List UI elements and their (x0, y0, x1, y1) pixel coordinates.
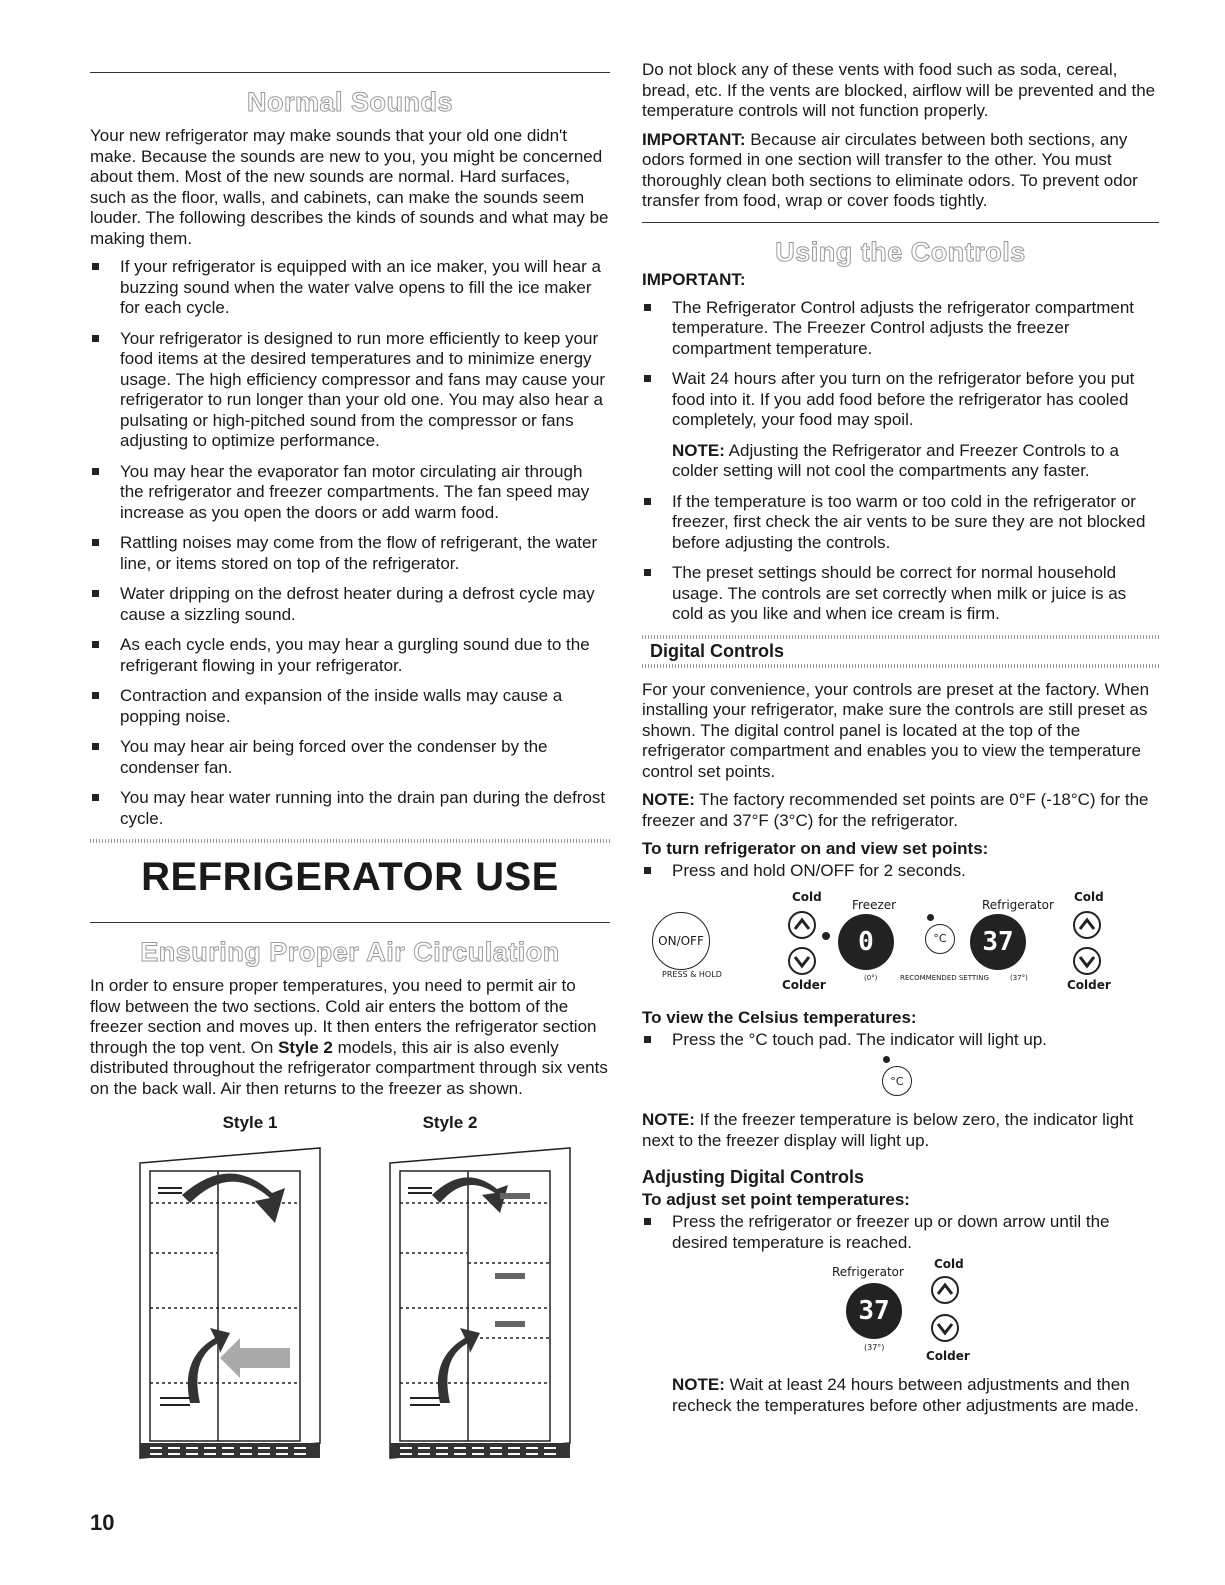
airflow-diagrams (90, 1143, 610, 1463)
air-circulation-paragraph: In order to ensure proper temperatures, you need to permit air to flow between the two sections. Cold air enters the bottom of the freezer section and moves up. It then enters the refrigerator section through the top vent. On Style 2 models, this air is also evenly distributed throughout the refrigerator compartment through six vents on the back wall. Air then returns to the freezer as shown. (90, 976, 608, 1098)
turn-on-heading: To turn refrigerator on and view set points: (642, 839, 989, 858)
digital-controls-heading: Digital Controls (650, 640, 784, 661)
list-item: The preset settings should be correct for normal household usage. The controls are set correctly when milk or juice is as cold as you like and when ice cream is firm. (642, 563, 1159, 625)
top-rule-left (90, 72, 610, 73)
adjusting-heading: Adjusting Digital Controls (642, 1167, 864, 1187)
press-hold-label: PRESS & HOLD (662, 969, 722, 979)
list-item: As each cycle ends, you may hear a gurgling sound due to the refrigerant flowing in your refrigerator. (90, 635, 610, 676)
list-item: Press the °C touch pad. The indicator will light up. (642, 1030, 1159, 1051)
controls-important: IMPORTANT: (642, 269, 746, 289)
right-column (642, 60, 1159, 1424)
turn-on-list (642, 861, 1159, 882)
fridge-display: 37 (846, 1283, 902, 1339)
list-item: You may hear air being forced over the condenser by the condenser fan. (90, 737, 610, 778)
celsius-icon-figure (642, 1054, 1159, 1110)
freezer-label: Freezer (852, 897, 897, 912)
adjusting-list (642, 1212, 1159, 1253)
celsius-list (642, 1030, 1159, 1051)
fridge-colder-label: Colder (1067, 977, 1111, 992)
list-item: Your refrigerator is designed to run more efficiently to keep your food items at the desired temperatures and to minimize energy usage. The high efficiency compressor and fans may cause your refrigerator to run longer than your old one. You may also hear a pulsating or high-pitched sound from the compressor or fans adjusting to optimize performance. (90, 329, 610, 452)
fridge-up-button[interactable] (930, 1275, 960, 1305)
normal-sounds-intro: Your new refrigerator may make sounds that your old one didn't make. Because the sounds are new to you, you might be concerned about them. Most of the new sounds are normal. Hard surfaces, such as the floor, walls, and cabinets, can make the sounds seem louder. The following describes the kinds of sounds and what may be making them. (90, 126, 609, 248)
fridge-down-button[interactable] (1072, 946, 1102, 976)
controls-list (642, 298, 1159, 625)
celsius-icon: °C (882, 1066, 912, 1096)
list-item: Press and hold ON/OFF for 2 seconds. (642, 861, 1159, 882)
adjusting-note: NOTE: Wait at least 24 hours between adjustments and then recheck the temperatures before other adjustments are made. (672, 1375, 1139, 1415)
list-item: Rattling noises may come from the flow of refrigerant, the water line, or items stored on top of the refrigerator. (90, 533, 610, 574)
cold-label: Cold (934, 1257, 964, 1271)
colder-label: Colder (926, 1349, 970, 1363)
normal-sounds-list (90, 257, 610, 829)
freezer-cold-label: Cold (792, 889, 822, 904)
fridge-up-button[interactable] (1072, 910, 1102, 940)
air-circulation-heading: Ensuring Proper Air Circulation (140, 937, 560, 967)
freezer-down-button[interactable] (787, 946, 817, 976)
list-item: You may hear water running into the drain pan during the defrost cycle. (90, 788, 610, 829)
style2-diagram (370, 1143, 580, 1463)
list-item: Wait 24 hours after you turn on the refrigerator before you put food into it. If you add food before the refrigerator has cooled completely, your food may spoil. NOTE: Adjusting the Refrigerator and Freezer Controls to a colder setting will not cool the compartments any faster. (642, 369, 1159, 482)
controls-heading: Using the Controls (775, 236, 1026, 267)
digital-note: NOTE: The factory recommended set points are 0°F (-18°C) for the freezer and 37°F (3°C) for the refrigerator. (642, 790, 1149, 830)
rec-mid: RECOMMENDED SETTING (900, 973, 989, 982)
section-title: REFRIGERATOR USE (141, 855, 559, 899)
vents-paragraph: Do not block any of these vents with food such as soda, cereal, bread, etc. If the vents are blocked, airflow will be prevented and the temperature controls will not function properly. (642, 60, 1156, 120)
celsius-indicator-dot (927, 914, 934, 921)
freezer-indicator-dot (822, 932, 830, 940)
freezer-up-button[interactable] (787, 910, 817, 940)
list-item: The Refrigerator Control adjusts the refrigerator compartment temperature. The Freezer Control adjusts the freezer compartment temperature. (642, 298, 1159, 360)
adjusting-subhead: To adjust set point temperatures: (642, 1190, 910, 1209)
dotted-divider (642, 664, 1159, 668)
section-rule (90, 922, 610, 923)
style2-label: Style 2 (422, 1113, 478, 1132)
onoff-button[interactable]: ON/OFF (652, 912, 710, 970)
celsius-note: NOTE: If the freezer temperature is below zero, the indicator light next to the freezer display will light up. (642, 1110, 1134, 1150)
list-item: If your refrigerator is equipped with an ice maker, you will hear a buzzing sound when the water valve opens to fill the ice maker for each cycle. (90, 257, 610, 319)
indicator-dot (883, 1056, 890, 1063)
style1-diagram (120, 1143, 330, 1463)
controls-rule (642, 222, 1159, 223)
style1-label: Style 1 (222, 1113, 278, 1132)
refrigerator-label: Refrigerator (982, 897, 1054, 912)
important-paragraph: IMPORTANT: Because air circulates between both sections, any odors formed in one section will transfer to the other. You must thoroughly clean both sections to eliminate odors. To prevent odor transfer from food, wrap or cover foods tightly. (642, 129, 1138, 210)
digital-paragraph: For your convenience, your controls are preset at the factory. When installing your refrigerator, make sure the controls are still preset as shown. The digital control panel is located at the top of the refrigerator compartment and enables you to view the temperature control set points. (642, 679, 1150, 781)
list-item: Press the refrigerator or freezer up or down arrow until the desired temperature is reached. (642, 1212, 1159, 1253)
freezer-colder-label: Colder (782, 977, 826, 992)
list-item: Water dripping on the defrost heater during a defrost cycle may cause a sizzling sound. (90, 584, 610, 625)
list-item: You may hear the evaporator fan motor circulating air through the refrigerator and freezer compartments. The fan speed may increase as you open the doors or add warm food. (90, 462, 610, 524)
left-column (90, 60, 610, 1463)
freezer-display: 0 (838, 914, 894, 970)
list-item: If the temperature is too warm or too cold in the refrigerator or freezer, first check the air vents to be sure they are not blocked before adjusting the controls. (642, 492, 1159, 554)
normal-sounds-heading: Normal Sounds (246, 87, 454, 117)
style-labels (150, 1113, 550, 1133)
rec-label: (37°) (864, 1343, 885, 1352)
adjust-panel (642, 1255, 1159, 1375)
fridge-down-button[interactable] (930, 1313, 960, 1343)
page-number: 10 (90, 1510, 115, 1535)
dotted-divider (90, 839, 610, 843)
fridge-cold-label: Cold (1074, 889, 1104, 904)
rec-left: (0°) (864, 973, 878, 982)
refrigerator-label: Refrigerator (832, 1265, 904, 1279)
celsius-heading: To view the Celsius temperatures: (642, 1007, 917, 1027)
list-item: Contraction and expansion of the inside walls may cause a popping noise. (90, 686, 610, 727)
control-panel (642, 884, 1159, 1004)
dotted-divider (642, 635, 1159, 639)
rec-right: (37°) (1010, 973, 1028, 982)
celsius-button[interactable]: °C (925, 924, 955, 954)
fridge-display: 37 (970, 914, 1026, 970)
